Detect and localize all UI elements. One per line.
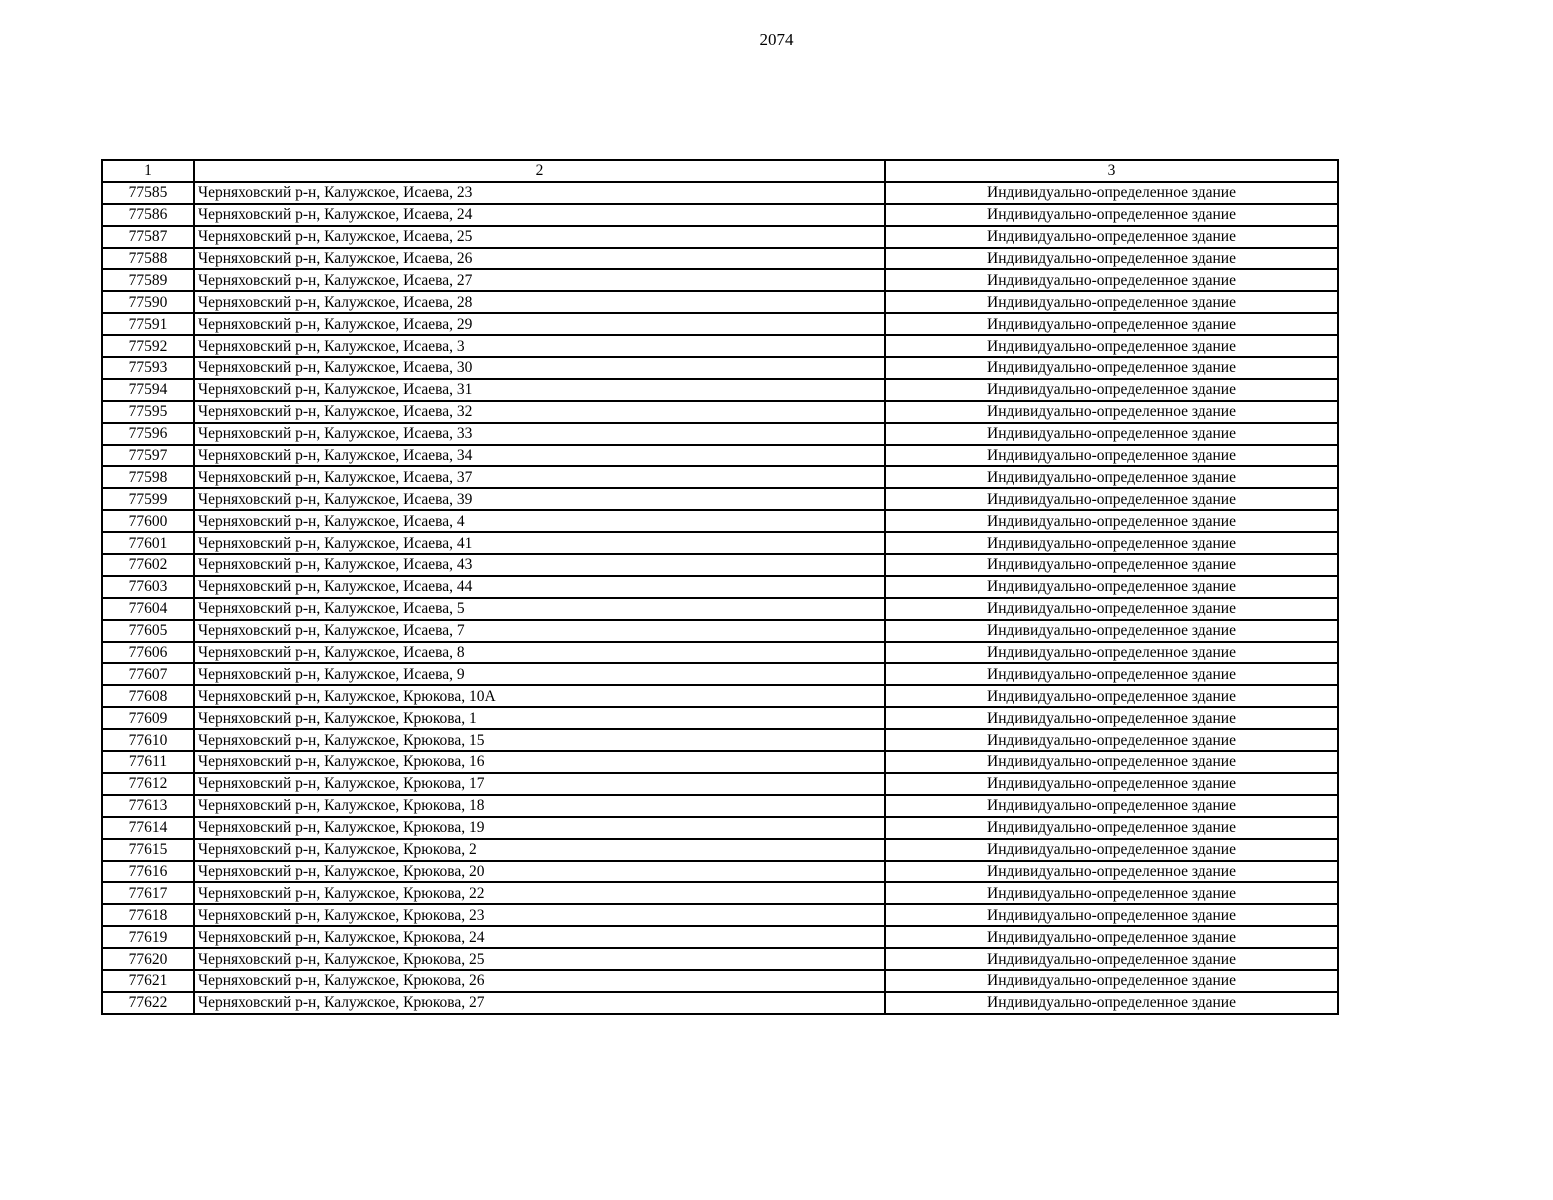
object-type-cell: Индивидуально-определенное здание bbox=[885, 751, 1338, 773]
address-cell: Черняховский р-н, Калужское, Исаева, 27 bbox=[194, 269, 885, 291]
table-row bbox=[102, 948, 1338, 970]
row-number-cell: 77608 bbox=[102, 685, 194, 707]
object-type-cell: Индивидуально-определенное здание bbox=[885, 598, 1338, 620]
address-cell: Черняховский р-н, Калужское, Исаева, 4 bbox=[194, 510, 885, 532]
address-cell: Черняховский р-н, Калужское, Исаева, 33 bbox=[194, 423, 885, 445]
table-row bbox=[102, 729, 1338, 751]
object-type-cell: Индивидуально-определенное здание bbox=[885, 510, 1338, 532]
address-cell: Черняховский р-н, Калужское, Исаева, 28 bbox=[194, 291, 885, 313]
address-cell: Черняховский р-н, Калужское, Исаева, 7 bbox=[194, 620, 885, 642]
table-row bbox=[102, 904, 1338, 926]
table-row bbox=[102, 882, 1338, 904]
table-row bbox=[102, 532, 1338, 554]
row-number-cell: 77611 bbox=[102, 751, 194, 773]
address-cell: Черняховский р-н, Калужское, Исаева, 23 bbox=[194, 182, 885, 204]
row-number-cell: 77590 bbox=[102, 291, 194, 313]
address-cell: Черняховский р-н, Калужское, Исаева, 5 bbox=[194, 598, 885, 620]
row-number-cell: 77603 bbox=[102, 576, 194, 598]
table-row bbox=[102, 970, 1338, 992]
table-row bbox=[102, 685, 1338, 707]
address-cell: Черняховский р-н, Калужское, Исаева, 8 bbox=[194, 642, 885, 664]
row-number-cell: 77597 bbox=[102, 445, 194, 467]
row-number-cell: 77618 bbox=[102, 904, 194, 926]
row-number-cell: 77595 bbox=[102, 401, 194, 423]
address-cell: Черняховский р-н, Калужское, Крюкова, 1 bbox=[194, 707, 885, 729]
table-row bbox=[102, 663, 1338, 685]
object-type-cell: Индивидуально-определенное здание bbox=[885, 379, 1338, 401]
table-row bbox=[102, 182, 1338, 204]
address-cell: Черняховский р-н, Калужское, Исаева, 31 bbox=[194, 379, 885, 401]
object-type-cell: Индивидуально-определенное здание bbox=[885, 642, 1338, 664]
object-type-cell: Индивидуально-определенное здание bbox=[885, 488, 1338, 510]
column-header-3: 3 bbox=[885, 160, 1338, 182]
table-row bbox=[102, 269, 1338, 291]
address-cell: Черняховский р-н, Калужское, Исаева, 34 bbox=[194, 445, 885, 467]
row-number-cell: 77614 bbox=[102, 817, 194, 839]
address-cell: Черняховский р-н, Калужское, Крюкова, 20 bbox=[194, 861, 885, 883]
table-row bbox=[102, 488, 1338, 510]
row-number-cell: 77592 bbox=[102, 335, 194, 357]
table-row bbox=[102, 335, 1338, 357]
address-cell: Черняховский р-н, Калужское, Крюкова, 23 bbox=[194, 904, 885, 926]
table-row bbox=[102, 926, 1338, 948]
object-type-cell: Индивидуально-определенное здание bbox=[885, 663, 1338, 685]
column-header-1: 1 bbox=[102, 160, 194, 182]
row-number-cell: 77588 bbox=[102, 248, 194, 270]
row-number-cell: 77601 bbox=[102, 532, 194, 554]
object-type-cell: Индивидуально-определенное здание bbox=[885, 707, 1338, 729]
object-type-cell: Индивидуально-определенное здание bbox=[885, 620, 1338, 642]
object-type-cell: Индивидуально-определенное здание bbox=[885, 335, 1338, 357]
table-row bbox=[102, 379, 1338, 401]
address-cell: Черняховский р-н, Калужское, Крюкова, 17 bbox=[194, 773, 885, 795]
row-number-cell: 77621 bbox=[102, 970, 194, 992]
address-cell: Черняховский р-н, Калужское, Исаева, 43 bbox=[194, 554, 885, 576]
row-number-cell: 77599 bbox=[102, 488, 194, 510]
address-cell: Черняховский р-н, Калужское, Исаева, 41 bbox=[194, 532, 885, 554]
object-type-cell: Индивидуально-определенное здание bbox=[885, 948, 1338, 970]
address-cell: Черняховский р-н, Калужское, Крюкова, 22 bbox=[194, 882, 885, 904]
address-cell: Черняховский р-н, Калужское, Крюкова, 26 bbox=[194, 970, 885, 992]
address-cell: Черняховский р-н, Калужское, Крюкова, 18 bbox=[194, 795, 885, 817]
table-row bbox=[102, 226, 1338, 248]
object-type-cell: Индивидуально-определенное здание bbox=[885, 861, 1338, 883]
object-type-cell: Индивидуально-определенное здание bbox=[885, 357, 1338, 379]
row-number-cell: 77591 bbox=[102, 313, 194, 335]
row-number-cell: 77587 bbox=[102, 226, 194, 248]
column-header-2: 2 bbox=[194, 160, 885, 182]
object-type-cell: Индивидуально-определенное здание bbox=[885, 269, 1338, 291]
object-type-cell: Индивидуально-определенное здание bbox=[885, 182, 1338, 204]
object-type-cell: Индивидуально-определенное здание bbox=[885, 882, 1338, 904]
table-row bbox=[102, 620, 1338, 642]
row-number-cell: 77610 bbox=[102, 729, 194, 751]
table-row bbox=[102, 248, 1338, 270]
row-number-cell: 77615 bbox=[102, 839, 194, 861]
table-row bbox=[102, 401, 1338, 423]
table-row bbox=[102, 992, 1338, 1014]
table-body bbox=[102, 182, 1338, 1014]
table-row bbox=[102, 291, 1338, 313]
row-number-cell: 77619 bbox=[102, 926, 194, 948]
object-type-cell: Индивидуально-определенное здание bbox=[885, 466, 1338, 488]
row-number-cell: 77607 bbox=[102, 663, 194, 685]
object-type-cell: Индивидуально-определенное здание bbox=[885, 795, 1338, 817]
address-cell: Черняховский р-н, Калужское, Исаева, 37 bbox=[194, 466, 885, 488]
page-number: 2074 bbox=[759, 30, 794, 49]
table-row bbox=[102, 795, 1338, 817]
row-number-cell: 77585 bbox=[102, 182, 194, 204]
object-type-cell: Индивидуально-определенное здание bbox=[885, 970, 1338, 992]
address-cell: Черняховский р-н, Калужское, Крюкова, 16 bbox=[194, 751, 885, 773]
address-cell: Черняховский р-н, Калужское, Исаева, 29 bbox=[194, 313, 885, 335]
table-row bbox=[102, 707, 1338, 729]
table-row bbox=[102, 598, 1338, 620]
object-type-cell: Индивидуально-определенное здание bbox=[885, 729, 1338, 751]
table-row bbox=[102, 817, 1338, 839]
row-number-cell: 77616 bbox=[102, 861, 194, 883]
table-header-row bbox=[102, 160, 1338, 182]
row-number-cell: 77594 bbox=[102, 379, 194, 401]
object-type-cell: Индивидуально-определенное здание bbox=[885, 926, 1338, 948]
table-row bbox=[102, 423, 1338, 445]
address-cell: Черняховский р-н, Калужское, Крюкова, 24 bbox=[194, 926, 885, 948]
row-number-cell: 77606 bbox=[102, 642, 194, 664]
table-row bbox=[102, 510, 1338, 532]
object-type-cell: Индивидуально-определенное здание bbox=[885, 532, 1338, 554]
table-row bbox=[102, 445, 1338, 467]
object-type-cell: Индивидуально-определенное здание bbox=[885, 904, 1338, 926]
object-type-cell: Индивидуально-определенное здание bbox=[885, 401, 1338, 423]
row-number-cell: 77617 bbox=[102, 882, 194, 904]
object-type-cell: Индивидуально-определенное здание bbox=[885, 423, 1338, 445]
address-cell: Черняховский р-н, Калужское, Крюкова, 25 bbox=[194, 948, 885, 970]
address-cell: Черняховский р-н, Калужское, Исаева, 32 bbox=[194, 401, 885, 423]
object-type-cell: Индивидуально-определенное здание bbox=[885, 445, 1338, 467]
row-number-cell: 77589 bbox=[102, 269, 194, 291]
row-number-cell: 77596 bbox=[102, 423, 194, 445]
address-cell: Черняховский р-н, Калужское, Исаева, 3 bbox=[194, 335, 885, 357]
object-type-cell: Индивидуально-определенное здание bbox=[885, 773, 1338, 795]
object-type-cell: Индивидуально-определенное здание bbox=[885, 248, 1338, 270]
table-row bbox=[102, 642, 1338, 664]
table-row bbox=[102, 751, 1338, 773]
row-number-cell: 77613 bbox=[102, 795, 194, 817]
table-row bbox=[102, 554, 1338, 576]
object-type-cell: Индивидуально-определенное здание bbox=[885, 576, 1338, 598]
table-row bbox=[102, 204, 1338, 226]
object-type-cell: Индивидуально-определенное здание bbox=[885, 204, 1338, 226]
row-number-cell: 77620 bbox=[102, 948, 194, 970]
table-row bbox=[102, 861, 1338, 883]
row-number-cell: 77586 bbox=[102, 204, 194, 226]
row-number-cell: 77609 bbox=[102, 707, 194, 729]
row-number-cell: 77612 bbox=[102, 773, 194, 795]
table-row bbox=[102, 313, 1338, 335]
table-row bbox=[102, 576, 1338, 598]
address-cell: Черняховский р-н, Калужское, Исаева, 26 bbox=[194, 248, 885, 270]
address-cell: Черняховский р-н, Калужское, Крюкова, 15 bbox=[194, 729, 885, 751]
address-cell: Черняховский р-н, Калужское, Исаева, 25 bbox=[194, 226, 885, 248]
object-type-cell: Индивидуально-определенное здание bbox=[885, 554, 1338, 576]
address-cell: Черняховский р-н, Калужское, Крюкова, 10А bbox=[194, 685, 885, 707]
address-cell: Черняховский р-н, Калужское, Крюкова, 2 bbox=[194, 839, 885, 861]
table-row bbox=[102, 357, 1338, 379]
address-cell: Черняховский р-н, Калужское, Крюкова, 27 bbox=[194, 992, 885, 1014]
row-number-cell: 77604 bbox=[102, 598, 194, 620]
table-row bbox=[102, 466, 1338, 488]
table-row bbox=[102, 773, 1338, 795]
address-cell: Черняховский р-н, Калужское, Крюкова, 19 bbox=[194, 817, 885, 839]
object-type-cell: Индивидуально-определенное здание bbox=[885, 291, 1338, 313]
address-cell: Черняховский р-н, Калужское, Исаева, 39 bbox=[194, 488, 885, 510]
object-type-cell: Индивидуально-определенное здание bbox=[885, 685, 1338, 707]
object-type-cell: Индивидуально-определенное здание bbox=[885, 992, 1338, 1014]
table-row bbox=[102, 839, 1338, 861]
row-number-cell: 77605 bbox=[102, 620, 194, 642]
object-type-cell: Индивидуально-определенное здание bbox=[885, 226, 1338, 248]
row-number-cell: 77600 bbox=[102, 510, 194, 532]
address-cell: Черняховский р-н, Калужское, Исаева, 30 bbox=[194, 357, 885, 379]
row-number-cell: 77593 bbox=[102, 357, 194, 379]
object-type-cell: Индивидуально-определенное здание bbox=[885, 313, 1338, 335]
address-cell: Черняховский р-н, Калужское, Исаева, 44 bbox=[194, 576, 885, 598]
row-number-cell: 77598 bbox=[102, 466, 194, 488]
address-cell: Черняховский р-н, Калужское, Исаева, 9 bbox=[194, 663, 885, 685]
object-type-cell: Индивидуально-определенное здание bbox=[885, 839, 1338, 861]
registry-table bbox=[101, 159, 1339, 1015]
address-cell: Черняховский р-н, Калужское, Исаева, 24 bbox=[194, 204, 885, 226]
row-number-cell: 77602 bbox=[102, 554, 194, 576]
object-type-cell: Индивидуально-определенное здание bbox=[885, 817, 1338, 839]
row-number-cell: 77622 bbox=[102, 992, 194, 1014]
